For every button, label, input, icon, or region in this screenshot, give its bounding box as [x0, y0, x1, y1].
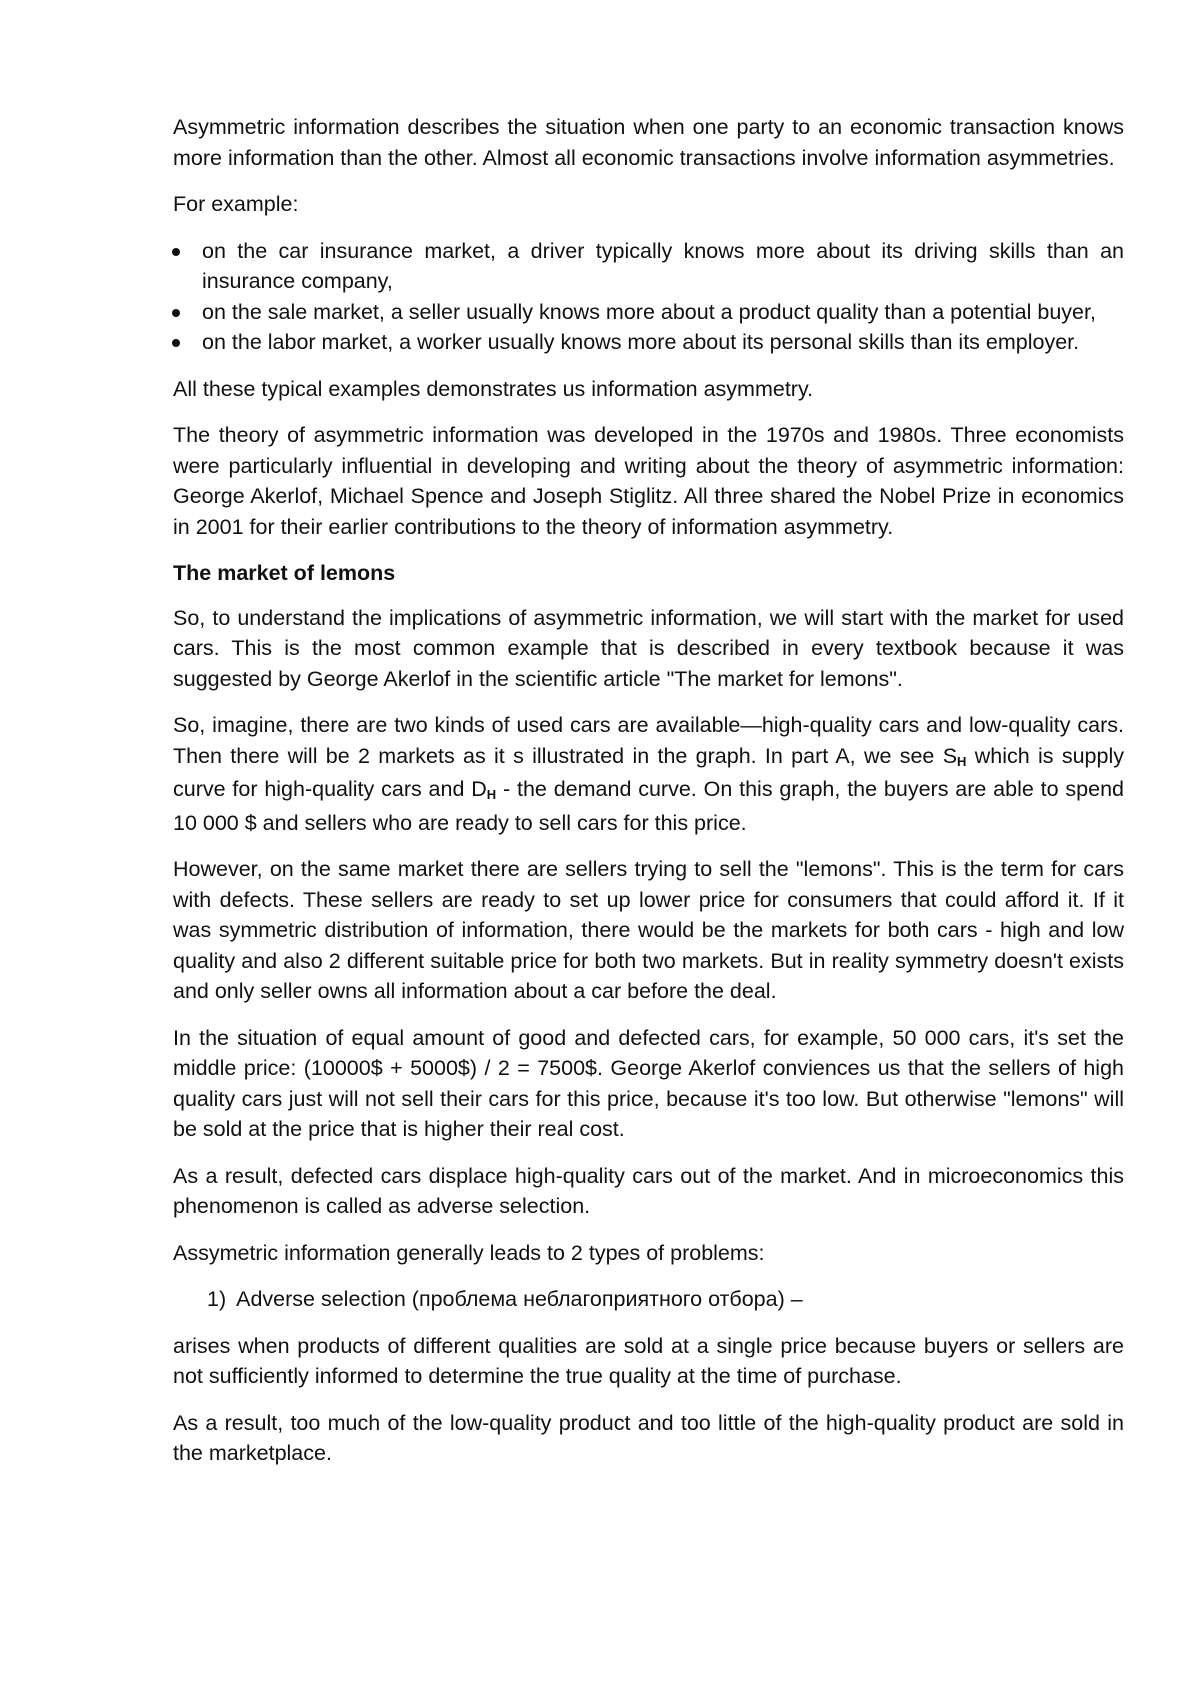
section-heading: The market of lemons — [173, 561, 396, 585]
item-number: 1) — [207, 1287, 227, 1311]
text-run: which is supply curve for high-quality cars and D — [173, 743, 1124, 801]
list-item-text: on the car insurance market, a driver typically knows more about its driving skills than an insurance company, — [202, 238, 1124, 293]
list-item — [173, 236, 1124, 297]
item-text: Adverse selection (проблема неблагоприятного отбора) – — [236, 1287, 803, 1311]
list-item — [173, 297, 1124, 328]
subscript: H — [486, 787, 497, 802]
bullet-icon — [172, 309, 180, 317]
subscript: H — [957, 753, 967, 769]
list-item-text: on the labor market, a worker usually knows more about its personal skills than its employer. — [202, 330, 1080, 354]
conclusion-paragraph: As a result, too much of the low-quality product and too little of the high-quality product are sold in the marketplace. — [173, 1410, 1124, 1465]
intro-paragraph: Asymmetric information describes the situation when one party to an economic transaction knows more information than the other. Almost all economic transactions involve information asymmetries. — [173, 115, 1124, 170]
two-markets-paragraph — [173, 710, 1124, 838]
bullet-icon — [172, 339, 180, 347]
numbered-item — [173, 1284, 1124, 1315]
problems-intro-paragraph: Assymetric information generally leads to 2 types of problems: — [173, 1240, 765, 1265]
theory-history-paragraph: The theory of asymmetric information was developed in the 1970s and 1980s. Three economists were particularly influential in developing and writing about the theory of asymmetric information: George Akerlof, Michael Spence and Joseph Stiglitz. All three shared the Nobel Prize in economics in 2001 for their earlier contributions to the theory of information asymmetry. — [173, 423, 1124, 539]
list-item — [173, 327, 1124, 358]
examples-summary-paragraph: All these typical examples demonstrates us information asymmetry. — [173, 376, 814, 401]
document-page — [173, 112, 1124, 1485]
middle-price-paragraph: In the situation of equal amount of good and defected cars, for example, 50 000 cars, it's set the middle price: (10000$ + 5000$) / 2 = 7500$. George Akerlof conviences us that the sellers of high quality cars just will not sell their cars for this price, because it's too low. But otherwise "lemons" will be sold at the price that is higher their real cost. — [173, 1025, 1124, 1141]
lemons-paragraph: However, on the same market there are sellers trying to sell the "lemons". This is the term for cars with defects. These sellers are ready to set up lower price for consumers that could afford it. If it was symmetric distribution of information, there would be the markets for both cars - high and low quality and also 2 different suitable price for both two markets. But in reality symmetry doesn't exists and only seller owns all information about a car before the deal. — [173, 857, 1124, 1003]
adverse-selection-definition: arises when products of different qualities are sold at a single price because buyers or sellers are not sufficiently informed to determine the true quality at the time of purchase. — [173, 1333, 1124, 1388]
used-cars-paragraph: So, to understand the implications of asymmetric information, we will start with the market for used cars. This is the most common example that is described in every textbook because it was suggested by George Akerlof in the scientific article "The market for lemons". — [173, 605, 1124, 691]
examples-list — [173, 236, 1124, 358]
list-item-text: on the sale market, a seller usually knows more about a product quality than a potential buyer, — [202, 299, 1096, 324]
result-paragraph: As a result, defected cars displace high-quality cars out of the market. And in microeconomics this phenomenon is called as adverse selection. — [173, 1163, 1124, 1218]
bullet-icon — [172, 248, 180, 256]
for-example-label: For example: — [173, 192, 299, 216]
text-run: - the demand curve. On this graph, the buyers are able to spend 10 000 $ and sellers who are ready to sell cars for this price. — [173, 777, 1124, 835]
text-run: So, imagine, there are two kinds of used cars are available—high-quality cars and low-quality cars. Then there will be 2 markets as it s illustrated in the graph. In part A, we see S — [173, 713, 1124, 768]
